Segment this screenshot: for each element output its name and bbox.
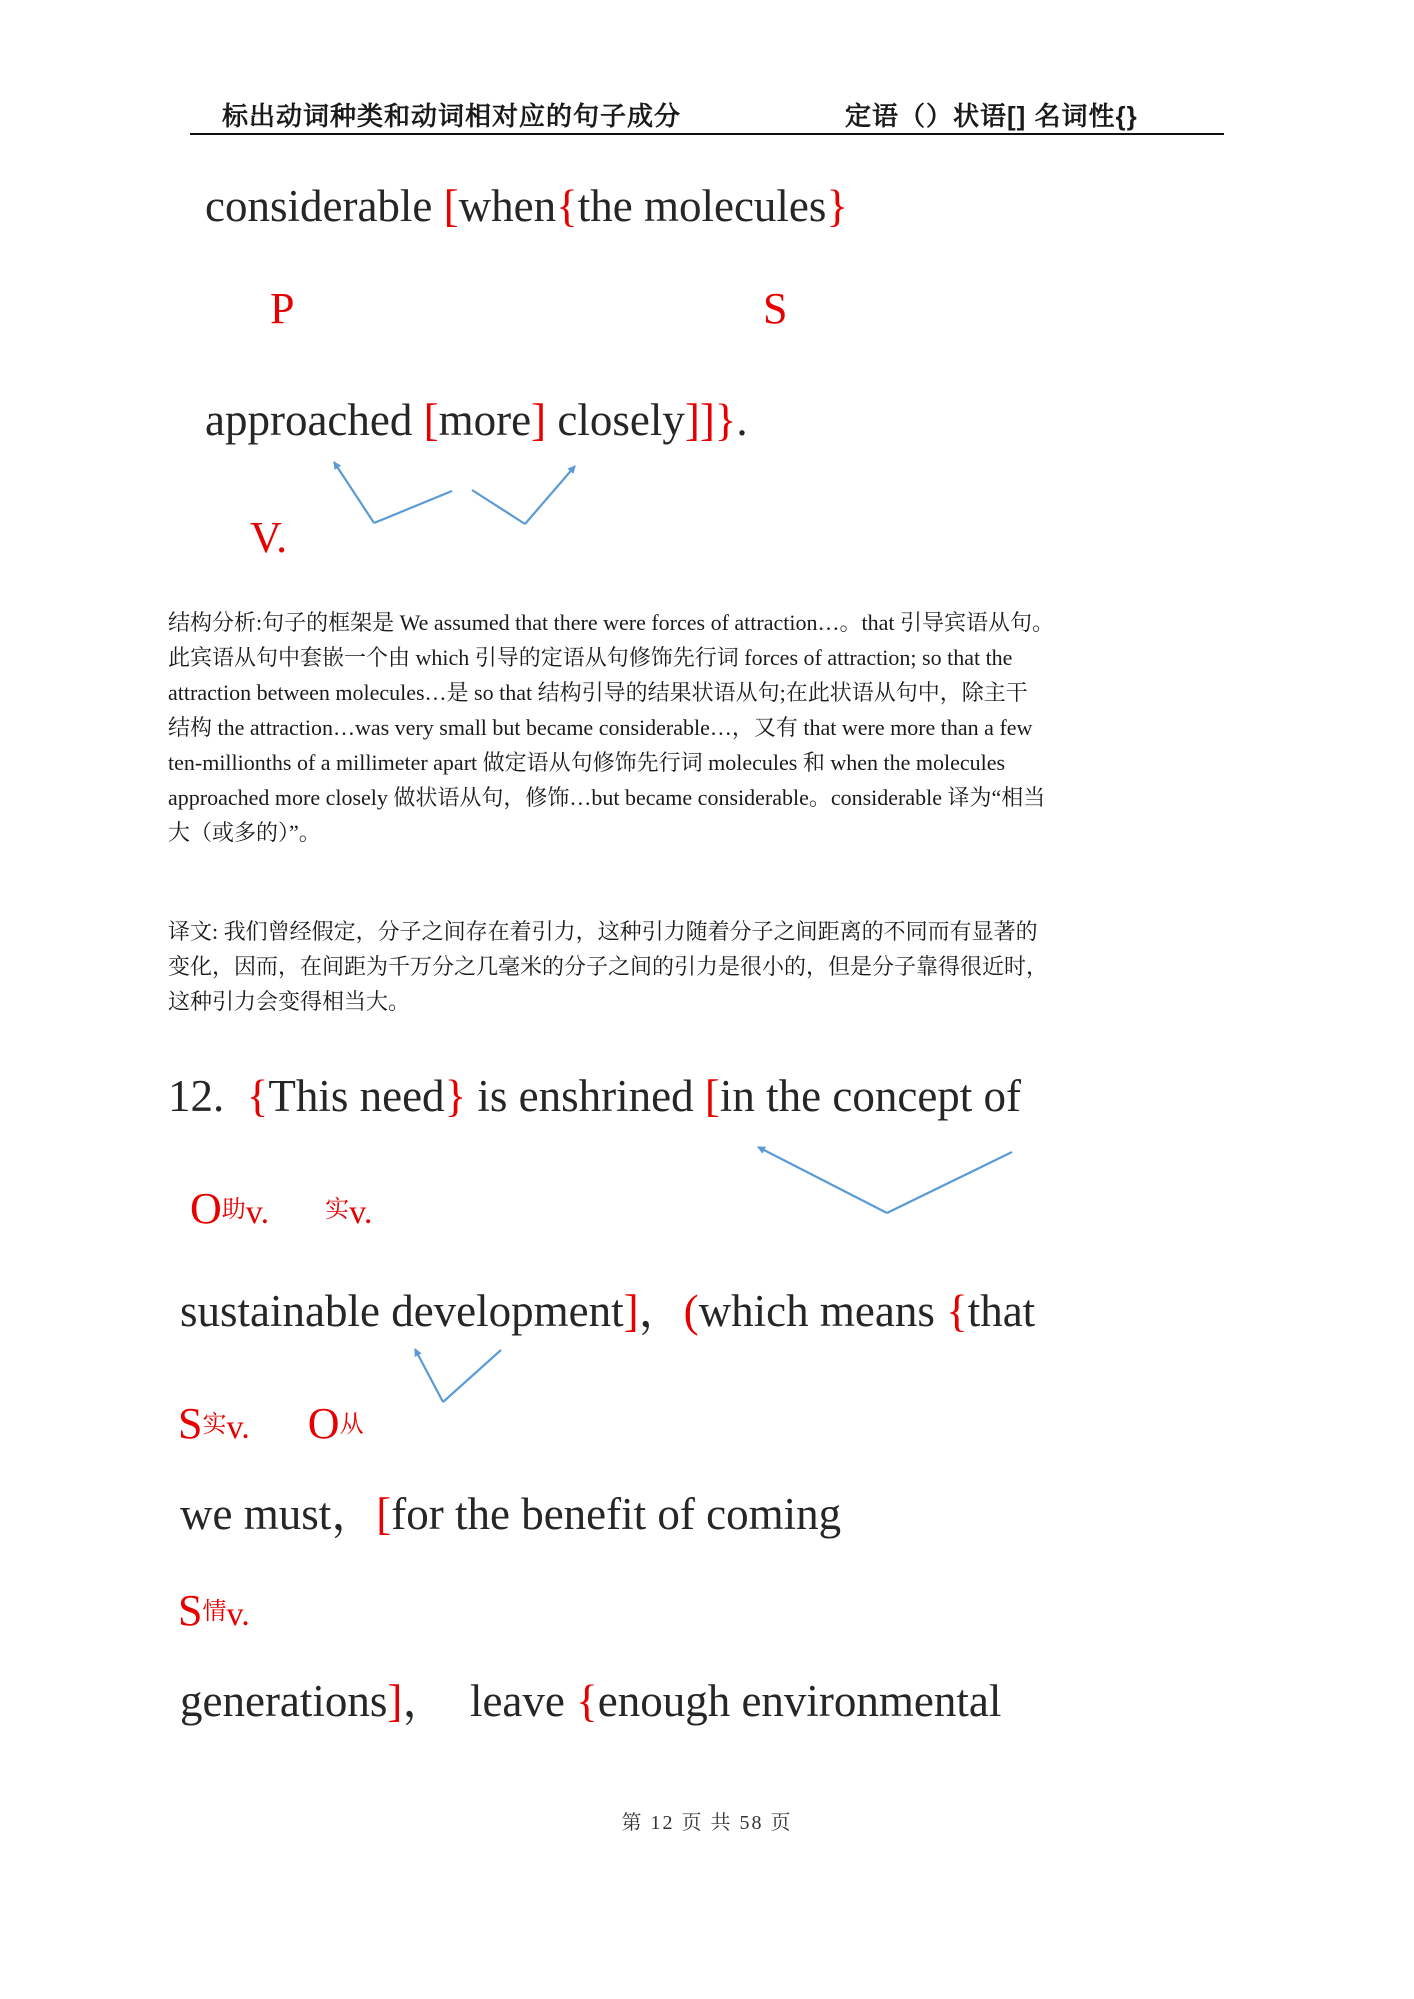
translation-paragraph xyxy=(168,914,1048,1019)
sentence-word: sustainable development xyxy=(180,1286,624,1336)
clause-marker: 从 xyxy=(339,1412,364,1438)
grammar-label-s: S xyxy=(178,1586,203,1635)
sentence-word: enough environmental xyxy=(597,1676,1002,1726)
analysis-line: approached more closely 做状语从句，修饰…but became considerable。considerable 译为“相当 xyxy=(168,785,1046,810)
arrow-leg xyxy=(887,1152,1012,1213)
nominal-open-brace: { xyxy=(946,1286,968,1336)
grammar-label-p: P xyxy=(270,284,295,333)
sentence-word: is enshrined xyxy=(466,1071,705,1121)
sentence-word: in the concept of xyxy=(719,1071,1022,1121)
grammar-label-o: O xyxy=(307,1399,340,1448)
nominal-open-brace: { xyxy=(576,1676,598,1726)
sentence-word: which means xyxy=(698,1286,947,1336)
analysis-line: 结构 the attraction…was very small but became considerable…，又有 that were more than a few xyxy=(168,715,1033,740)
sentence-word: more xyxy=(438,395,532,445)
grammar-label-v: v. xyxy=(245,1194,270,1231)
nominal-open-brace: { xyxy=(556,181,578,231)
grammar-label-v: V. xyxy=(250,513,288,562)
sentence-word: for the benefit of coming xyxy=(391,1489,842,1539)
verb-type-notional: 实 xyxy=(202,1412,227,1438)
adverbial-close-bracket: ] xyxy=(387,1676,403,1726)
grammar-label-v: v. xyxy=(349,1194,373,1231)
adverbial-open-bracket: [ xyxy=(443,181,459,231)
sentence12-line-3 xyxy=(180,1486,841,1542)
grammar-labels-row-1 xyxy=(190,1183,372,1234)
arrow-leg xyxy=(472,490,525,524)
grammar-labels-row-2 xyxy=(178,1398,364,1449)
sentence-comma: ， xyxy=(638,1286,684,1336)
sentence-word: when xyxy=(458,181,557,231)
arrow-to-development xyxy=(415,1349,443,1402)
grammar-label-o: O xyxy=(190,1184,222,1233)
adverbial-close-bracket: ] xyxy=(531,395,547,445)
analysis-line: 此宾语从句中套嵌一个由 which 引导的定语从句修饰先行词 forces of attraction; so that the xyxy=(168,645,1013,670)
header-rule xyxy=(190,133,1224,135)
sentence-word: leave xyxy=(447,1676,577,1726)
sentence-word: considerable xyxy=(205,181,444,231)
analysis-line: attraction between molecules…是 so that 结构引导的结果状语从句;在此状语从句中，除主干 xyxy=(168,680,1028,705)
annotated-sentence-line-2 xyxy=(205,392,748,448)
verb-type-notional: 实 xyxy=(325,1197,350,1223)
sentence-word: approached xyxy=(205,395,424,445)
adverbial-close-bracket: ] xyxy=(623,1286,639,1336)
arrow-leg xyxy=(374,491,452,523)
grammar-label-v: v. xyxy=(226,1596,250,1633)
arrow-to-approached xyxy=(334,462,374,523)
header-left-title: 标出动词种类和动词相对应的句子成分 xyxy=(222,101,682,131)
arrow-to-enshrined xyxy=(758,1147,887,1213)
nominal-open-brace: { xyxy=(246,1071,269,1121)
arrow-to-closely xyxy=(525,466,575,524)
sentence-word: generations xyxy=(180,1676,388,1726)
annotated-sentence-line-1 xyxy=(205,178,848,234)
verb-type-aux: 助 xyxy=(221,1197,246,1223)
attributive-open-paren: ( xyxy=(683,1286,699,1336)
grammar-label-v: v. xyxy=(226,1409,250,1446)
sentence-period: . xyxy=(736,395,748,445)
adverbial-open-bracket: [ xyxy=(704,1071,720,1121)
analysis-line: 结构分析:句子的框架是 We assumed that there were forces of attraction…。that 引导宾语从句。 xyxy=(168,610,1054,635)
page-number-footer: 第 12 页 共 58 页 xyxy=(621,1812,793,1834)
analysis-line: ten-millionths of a millimeter apart 做定语从句修饰先行词 molecules 和 when the molecules xyxy=(168,750,1006,775)
sentence-comma: ， xyxy=(402,1676,448,1726)
sentence-word: we must xyxy=(180,1489,332,1539)
sentence-word: closely xyxy=(546,395,685,445)
structure-analysis-paragraph xyxy=(168,605,1054,850)
sentence-number: 12. xyxy=(168,1071,247,1121)
header-right-legend: 定语（）状语[] 名词性{} xyxy=(845,101,1138,131)
grammar-label-s: S xyxy=(178,1399,203,1448)
sentence-comma: ， xyxy=(331,1489,377,1539)
translation-line: 译文: 我们曾经假定，分子之间存在着引力，这种引力随着分子之间距离的不同而有显著的 xyxy=(168,919,1038,944)
adverbial-open-bracket: [ xyxy=(376,1489,392,1539)
sentence-word: the molecules xyxy=(577,181,827,231)
sentence-word: that xyxy=(967,1286,1036,1336)
sentence12-line-2 xyxy=(180,1283,1035,1339)
translation-line: 变化，因而，在间距为千万分之几毫米的分子之间的引力是很小的，但是分子靠得很近时， xyxy=(168,954,1049,979)
translation-line: 这种引力会变得相当大。 xyxy=(168,989,411,1014)
nominal-close-brace: } xyxy=(444,1071,467,1121)
nominal-close-brace: } xyxy=(826,181,849,231)
verb-type-modal: 情 xyxy=(202,1599,227,1625)
sentence-word: This need xyxy=(268,1071,445,1121)
analysis-line: 大（或多的）”。 xyxy=(168,820,321,845)
grammar-label-s: S xyxy=(763,284,788,333)
arrow-leg xyxy=(443,1350,501,1402)
closing-brackets-group: ]]} xyxy=(684,395,737,445)
sentence12-line-1 xyxy=(168,1068,1021,1124)
adverbial-open-bracket: [ xyxy=(423,395,439,445)
grammar-labels-row-3 xyxy=(178,1585,250,1636)
sentence12-line-4 xyxy=(180,1673,1001,1729)
